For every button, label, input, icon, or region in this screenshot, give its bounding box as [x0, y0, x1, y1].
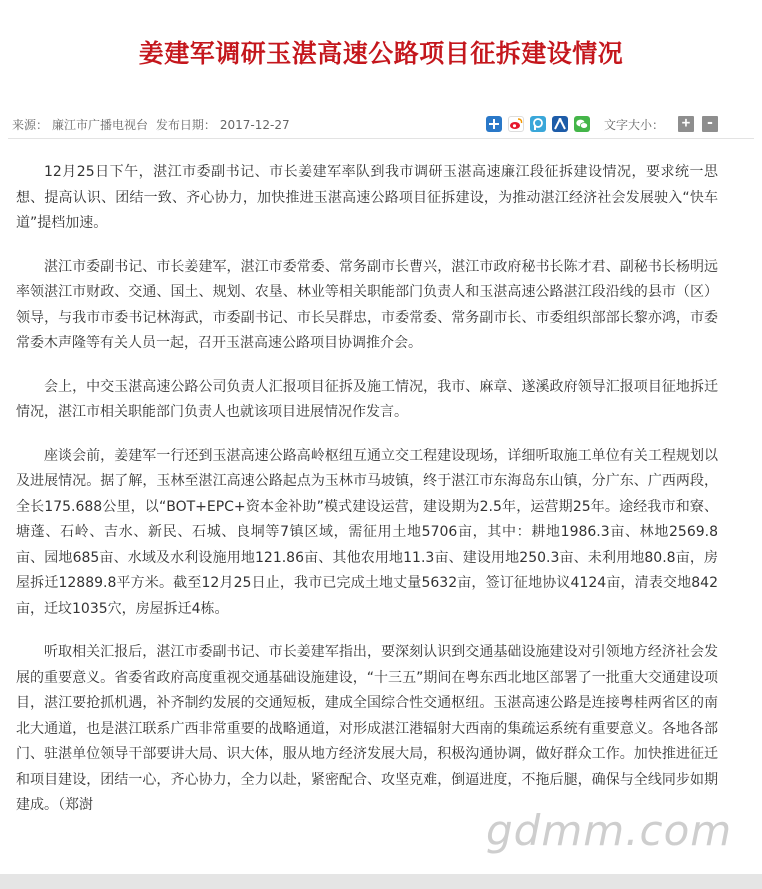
font-size-label: 文字大小：	[603, 117, 664, 132]
share-plus-icon[interactable]	[486, 116, 502, 132]
share-toolbar	[480, 114, 718, 134]
date-value: 2017-12-27	[219, 118, 290, 132]
date-label: 发布日期：	[155, 118, 216, 132]
article-body	[16, 160, 718, 837]
article-paragraph: 听取相关汇报后，湛江市委副书记、市长姜建军指出，要深刻认识到交通基础设施建设对引领地方经济社会发展的重要意义。省委省政府高度重视交通基础设施建设，“十三五”期间在粤东西北地区部署了一批重大交通建设项目，湛江要抢抓机遇，补齐制约发展的交通短板，建成全国综合性交通枢纽。玉湛高速公路是连接粤桂两省区的南北大通道，也是湛江联系广西非常重要的战略通道，对形成湛江港辐射大西南的集疏运系统有重要意义。各地各部门、驻湛单位领导干部要讲大局、识大体，服从地方经济发展大局，积极沟通协调，做好群众工作。加快推进征迁和项目建设，团结一心，齐心协力，全力以赴，紧密配合、攻坚克难，倒逼进度，不拖后腿，确保与全线同步如期建成。（郑澍	[16, 644, 718, 813]
article-paragraph: 12月25日下午，湛江市委副书记、市长姜建军率队到我市调研玉湛高速廉江段征拆建设情况，要求统一思想、提高认识、团结一致、齐心协力，加快推进玉湛高速公路项目征拆建设，为推动湛江经济社会发展驶入“快车道”提档加速。	[16, 164, 718, 231]
article-meta	[12, 116, 294, 133]
tencent-weibo-icon[interactable]	[530, 116, 546, 132]
article-meta-bar	[8, 110, 754, 139]
article-paragraph: 座谈会前，姜建军一行还到玉湛高速公路高岭枢纽互通立交工程建设现场，详细听取施工单位有关工程规划以及进展情况。据了解，玉林至湛江高速公路起点为玉林市马坡镇，终于湛江市东海岛东山镇，分广东、广西两段，全长175.688公里，以“BOT+EPC+资本金补助”模式建设运营，建设期为2.5年，运营期25年。途经我市和寮、塘蓬、石岭、吉水、新民、石城、良垌等7镇区域，需征用土地5706亩，其中：耕地1986.3亩、林地2569.8亩、园地685亩、水域及水利设施用地121.86亩、其他农用地11.3亩、建设用地250.3亩、未利用地80.8亩，房屋拆迁12889.8平方米。截至12月25日止，我市已完成土地丈量5632亩，签订征地协议4124亩，清表交地842亩，迁坟1035穴，房屋拆迁4栋。	[16, 447, 718, 617]
footer-bar	[0, 874, 762, 889]
article-paragraph: 会上，中交玉湛高速公路公司负责人汇报项目征拆及施工情况，我市、麻章、遂溪政府领导汇报项目征地拆迁情况，湛江市相关职能部门负责人也就该项目进展情况作发言。	[16, 378, 718, 420]
article-title: 姜建军调研玉湛高速公路项目征拆建设情况	[138, 39, 624, 68]
article-paragraph: 湛江市委副书记、市长姜建军，湛江市委常委、常务副市长曹兴，湛江市政府秘书长陈才君、副秘书长杨明远率领湛江市财政、交通、国土、规划、农垦、林业等相关职能部门负责人和玉湛高速公路湛江段沿线的县市（区）领导，与我市市委书记林海武，市委副书记、市长吴群忠，市委常委、常务副市长、市委组织部部长黎亦鸿，市委常委木声隆等有关人员一起，召开玉湛高速公路项目协调推介会。	[16, 258, 718, 351]
source-label: 来源：	[12, 118, 49, 132]
wechat-icon[interactable]	[574, 116, 590, 132]
font-increase-button[interactable]: +	[678, 116, 694, 132]
site-watermark: gdmm.com	[486, 806, 733, 855]
font-decrease-button[interactable]: -	[702, 116, 718, 132]
weibo-icon[interactable]	[508, 116, 524, 132]
source-value: 廉江市广播电视台	[52, 118, 149, 132]
renren-icon[interactable]	[552, 116, 568, 132]
